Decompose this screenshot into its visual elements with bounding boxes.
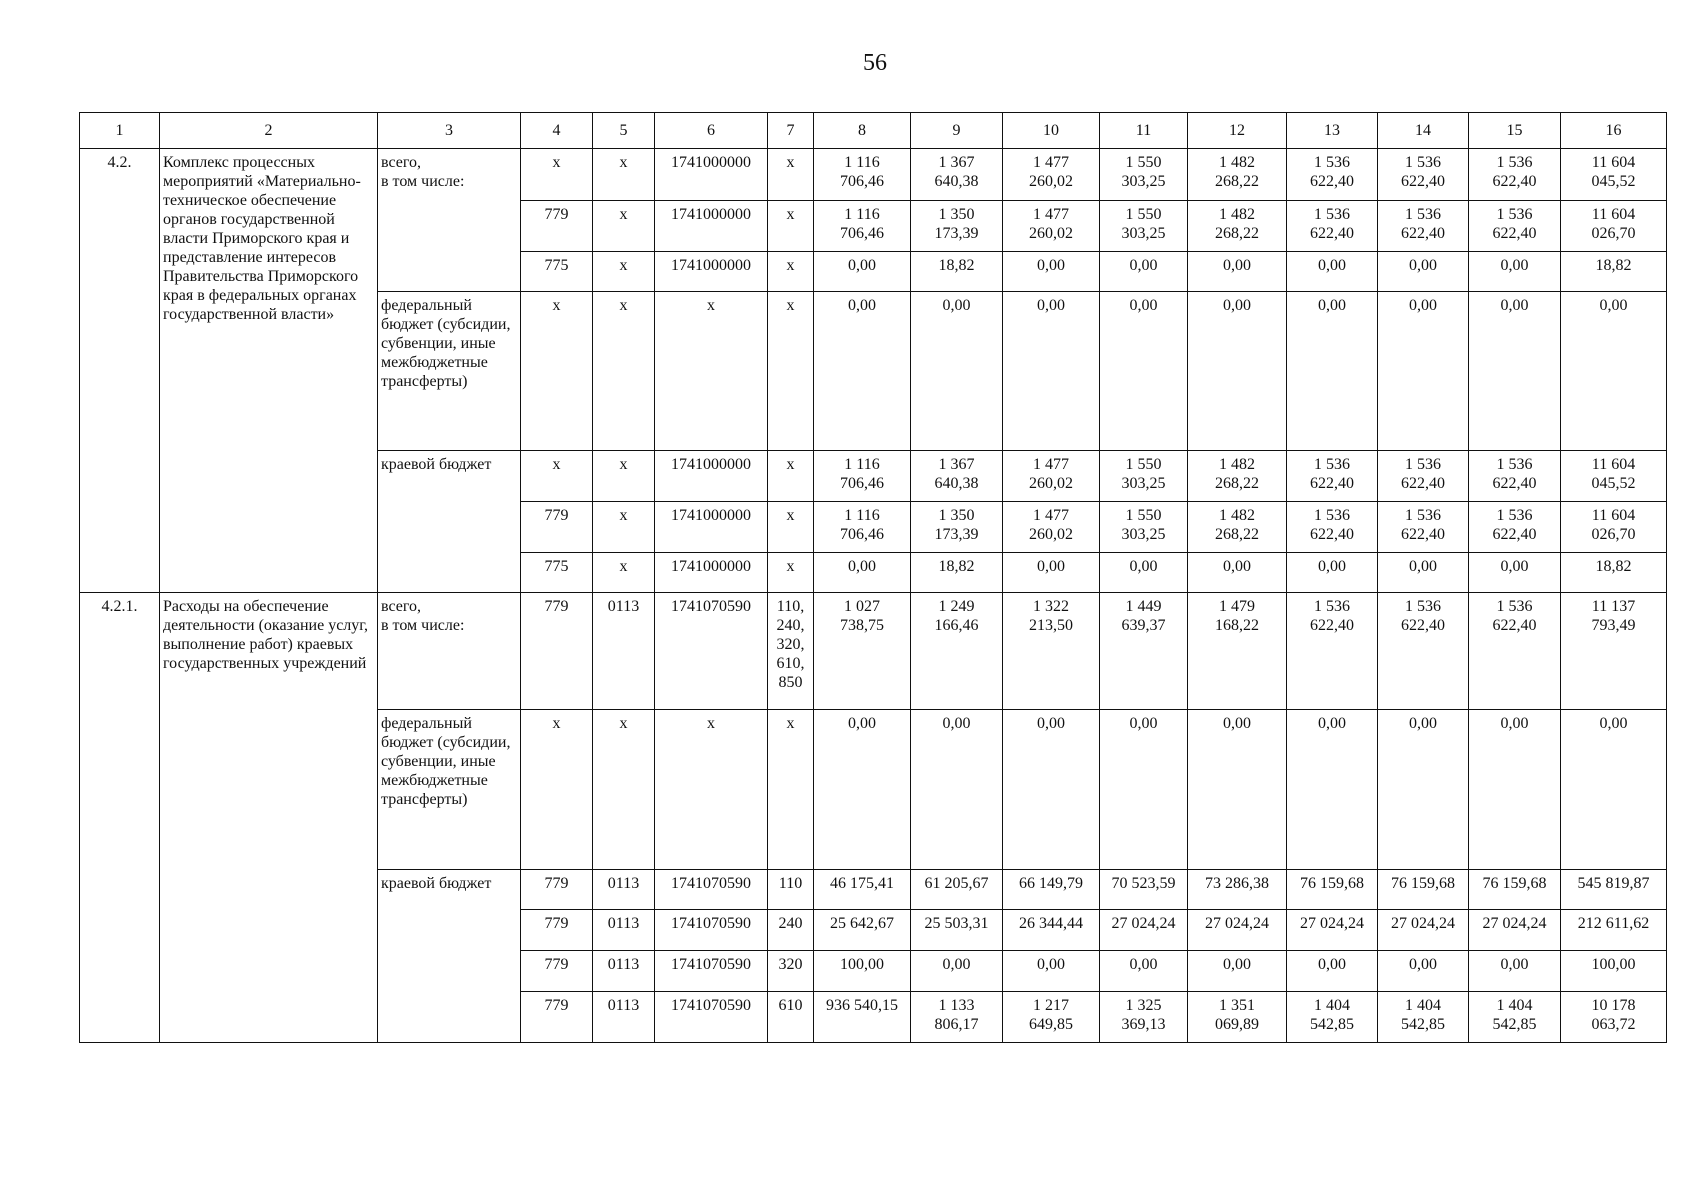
- table-cell: 1 116 706,46: [814, 502, 911, 553]
- table-cell: x: [593, 201, 655, 252]
- table-cell: 1 116 706,46: [814, 451, 911, 502]
- table-cell: 0113: [593, 593, 655, 710]
- table-cell: 1 550 303,25: [1100, 149, 1188, 201]
- column-header: 9: [911, 113, 1003, 149]
- table-cell: 779: [521, 951, 593, 992]
- table-cell: x: [593, 451, 655, 502]
- column-header: 8: [814, 113, 911, 149]
- table-cell: 0113: [593, 992, 655, 1043]
- table-cell: 0,00: [1003, 951, 1100, 992]
- table-cell: 11 604 026,70: [1561, 502, 1667, 553]
- table-cell: 545 819,87: [1561, 870, 1667, 910]
- table-cell: 26 344,44: [1003, 910, 1100, 951]
- table-cell: 100,00: [814, 951, 911, 992]
- table-cell: 1 449 639,37: [1100, 593, 1188, 710]
- table-cell: 11 137 793,49: [1561, 593, 1667, 710]
- table-cell: x: [593, 710, 655, 870]
- funding-source: краевой бюджет: [378, 870, 521, 1043]
- table-cell: 1 404 542,85: [1287, 992, 1378, 1043]
- table-cell: 775: [521, 553, 593, 593]
- table-cell: 0,00: [1378, 710, 1469, 870]
- table-cell: 27 024,24: [1287, 910, 1378, 951]
- table-cell: 1 536 622,40: [1378, 149, 1469, 201]
- table-cell: 1 536 622,40: [1287, 201, 1378, 252]
- table-cell: 775: [521, 252, 593, 292]
- table-cell: x: [593, 149, 655, 201]
- section-name: Комплекс процессных мероприятий «Материально-техническое обеспечение органов государственной власти Приморского края и представление интересов Правительства Приморского края в федеральных органах государственной власти»: [160, 149, 378, 593]
- table-cell: 240: [768, 910, 814, 951]
- table-cell: 0,00: [1100, 252, 1188, 292]
- table-cell: 0,00: [1287, 951, 1378, 992]
- table-cell: 0,00: [1100, 553, 1188, 593]
- table-cell: 1 027 738,75: [814, 593, 911, 710]
- table-cell: x: [768, 252, 814, 292]
- table-cell: 1741070590: [655, 910, 768, 951]
- table-cell: 1 477 260,02: [1003, 201, 1100, 252]
- table-cell: x: [521, 451, 593, 502]
- funding-source: всего, в том числе:: [378, 149, 521, 292]
- table-cell: 1 217 649,85: [1003, 992, 1100, 1043]
- column-header: 2: [160, 113, 378, 149]
- table-cell: x: [593, 252, 655, 292]
- table-cell: 0113: [593, 951, 655, 992]
- table-cell: 0,00: [1188, 710, 1287, 870]
- table-body: [80, 149, 1667, 1043]
- table-cell: x: [521, 710, 593, 870]
- table-cell: 0,00: [1188, 951, 1287, 992]
- table-cell: 0,00: [1100, 710, 1188, 870]
- column-header: 13: [1287, 113, 1378, 149]
- table-cell: 100,00: [1561, 951, 1667, 992]
- header-row: [80, 113, 1667, 149]
- table-cell: 1741000000: [655, 201, 768, 252]
- table-cell: 1741000000: [655, 252, 768, 292]
- table-cell: 0,00: [1469, 553, 1561, 593]
- table-cell: 1 550 303,25: [1100, 502, 1188, 553]
- table-cell: 1 536 622,40: [1469, 201, 1561, 252]
- table-cell: 779: [521, 992, 593, 1043]
- table-cell: 11 604 026,70: [1561, 201, 1667, 252]
- table-cell: 18,82: [1561, 252, 1667, 292]
- table-cell: 1 536 622,40: [1469, 451, 1561, 502]
- table-cell: 18,82: [1561, 553, 1667, 593]
- table-cell: 1 536 622,40: [1378, 451, 1469, 502]
- table-cell: 610: [768, 992, 814, 1043]
- section-code: 4.2.: [80, 149, 160, 593]
- table-cell: x: [655, 710, 768, 870]
- table-cell: 11 604 045,52: [1561, 149, 1667, 201]
- table-cell: x: [768, 149, 814, 201]
- table-cell: x: [593, 502, 655, 553]
- table-cell: 0113: [593, 870, 655, 910]
- table-cell: 1 536 622,40: [1469, 593, 1561, 710]
- table-cell: 0,00: [814, 710, 911, 870]
- table-cell: 0,00: [814, 292, 911, 451]
- table-cell: 0,00: [1100, 951, 1188, 992]
- table-cell: 1 482 268,22: [1188, 502, 1287, 553]
- table-cell: 1 325 369,13: [1100, 992, 1188, 1043]
- table-cell: 0,00: [1378, 951, 1469, 992]
- table-cell: 76 159,68: [1469, 870, 1561, 910]
- table-cell: 1741070590: [655, 951, 768, 992]
- table-cell: 18,82: [911, 252, 1003, 292]
- table-cell: 11 604 045,52: [1561, 451, 1667, 502]
- column-header: 14: [1378, 113, 1469, 149]
- table-cell: x: [768, 201, 814, 252]
- table-cell: 212 611,62: [1561, 910, 1667, 951]
- table-cell: 110: [768, 870, 814, 910]
- table-cell: 1741070590: [655, 992, 768, 1043]
- table-cell: 0,00: [1287, 710, 1378, 870]
- column-header: 11: [1100, 113, 1188, 149]
- table-cell: x: [521, 149, 593, 201]
- table-cell: x: [768, 502, 814, 553]
- table-cell: 0,00: [1378, 292, 1469, 451]
- table-cell: 1 536 622,40: [1287, 451, 1378, 502]
- table-cell: 0,00: [1287, 292, 1378, 451]
- table-cell: 0,00: [911, 292, 1003, 451]
- table-cell: 1 550 303,25: [1100, 201, 1188, 252]
- table-cell: 320: [768, 951, 814, 992]
- table-cell: 1 249 166,46: [911, 593, 1003, 710]
- table-cell: 1 322 213,50: [1003, 593, 1100, 710]
- column-header: 16: [1561, 113, 1667, 149]
- table-cell: 1741000000: [655, 451, 768, 502]
- table-cell: 0,00: [1287, 252, 1378, 292]
- table-cell: x: [768, 710, 814, 870]
- table-cell: 66 149,79: [1003, 870, 1100, 910]
- table-cell: 0,00: [814, 252, 911, 292]
- table-cell: 0,00: [1469, 951, 1561, 992]
- table-cell: 1741070590: [655, 593, 768, 710]
- table-cell: 18,82: [911, 553, 1003, 593]
- table-cell: 0113: [593, 910, 655, 951]
- table-cell: 779: [521, 870, 593, 910]
- column-header: 1: [80, 113, 160, 149]
- table-cell: 25 642,67: [814, 910, 911, 951]
- table-cell: 1 133 806,17: [911, 992, 1003, 1043]
- table-cell: 1741000000: [655, 502, 768, 553]
- table-cell: 1 550 303,25: [1100, 451, 1188, 502]
- table-cell: 27 024,24: [1469, 910, 1561, 951]
- table-cell: 70 523,59: [1100, 870, 1188, 910]
- table-cell: 1741000000: [655, 553, 768, 593]
- table-cell: 61 205,67: [911, 870, 1003, 910]
- column-header: 7: [768, 113, 814, 149]
- table-cell: 1 477 260,02: [1003, 502, 1100, 553]
- table-cell: x: [768, 292, 814, 451]
- table-cell: 1 116 706,46: [814, 149, 911, 201]
- column-header: 5: [593, 113, 655, 149]
- table-cell: 1 479 168,22: [1188, 593, 1287, 710]
- table-cell: 936 540,15: [814, 992, 911, 1043]
- table-cell: 779: [521, 502, 593, 553]
- table-cell: 779: [521, 201, 593, 252]
- column-header: 15: [1469, 113, 1561, 149]
- table-cell: 0,00: [1469, 292, 1561, 451]
- table-cell: 0,00: [1188, 553, 1287, 593]
- table-cell: 779: [521, 593, 593, 710]
- table-cell: 0,00: [1287, 553, 1378, 593]
- table-cell: 1 404 542,85: [1469, 992, 1561, 1043]
- table-cell: 0,00: [911, 710, 1003, 870]
- table-cell: 0,00: [1188, 252, 1287, 292]
- table-cell: 1 536 622,40: [1469, 502, 1561, 553]
- table-cell: x: [768, 451, 814, 502]
- table-cell: 1 482 268,22: [1188, 451, 1287, 502]
- table-cell: 1 404 542,85: [1378, 992, 1469, 1043]
- table-cell: x: [593, 553, 655, 593]
- table-cell: 1 482 268,22: [1188, 149, 1287, 201]
- table-cell: 1 116 706,46: [814, 201, 911, 252]
- table-cell: 1 477 260,02: [1003, 451, 1100, 502]
- table-cell: 25 503,31: [911, 910, 1003, 951]
- column-header: 12: [1188, 113, 1287, 149]
- table-cell: 1 367 640,38: [911, 149, 1003, 201]
- table-cell: 1 536 622,40: [1378, 593, 1469, 710]
- column-header: 6: [655, 113, 768, 149]
- table-cell: 779: [521, 910, 593, 951]
- table-cell: 0,00: [1003, 292, 1100, 451]
- table-cell: 1 350 173,39: [911, 502, 1003, 553]
- table-header: [80, 113, 1667, 149]
- table-cell: 0,00: [1003, 252, 1100, 292]
- table-cell: 0,00: [1188, 292, 1287, 451]
- table-cell: 1 536 622,40: [1378, 502, 1469, 553]
- table-cell: 76 159,68: [1287, 870, 1378, 910]
- table-row: [80, 593, 1667, 710]
- table-cell: 1 536 622,40: [1469, 149, 1561, 201]
- table-cell: 0,00: [1378, 252, 1469, 292]
- section-name: Расходы на обеспечение деятельности (оказание услуг, выполнение работ) краевых государственных учреждений: [160, 593, 378, 1043]
- table-cell: 0,00: [1561, 710, 1667, 870]
- table-cell: 1 367 640,38: [911, 451, 1003, 502]
- table-cell: 46 175,41: [814, 870, 911, 910]
- funding-source: всего, в том числе:: [378, 593, 521, 710]
- column-header: 4: [521, 113, 593, 149]
- budget-table: [79, 112, 1667, 1043]
- table-cell: 0,00: [1561, 292, 1667, 451]
- table-cell: x: [655, 292, 768, 451]
- table-cell: 1 482 268,22: [1188, 201, 1287, 252]
- table-cell: 0,00: [1469, 252, 1561, 292]
- section-code: 4.2.1.: [80, 593, 160, 1043]
- table-cell: 1 536 622,40: [1287, 149, 1378, 201]
- table-cell: x: [593, 292, 655, 451]
- funding-source: краевой бюджет: [378, 451, 521, 593]
- table-cell: 1 477 260,02: [1003, 149, 1100, 201]
- table-cell: x: [768, 553, 814, 593]
- table-cell: 1741000000: [655, 149, 768, 201]
- table-cell: 1741070590: [655, 870, 768, 910]
- table-cell: 0,00: [1003, 710, 1100, 870]
- table-cell: 27 024,24: [1378, 910, 1469, 951]
- table-cell: 27 024,24: [1100, 910, 1188, 951]
- table-cell: 0,00: [1378, 553, 1469, 593]
- table-row: [80, 149, 1667, 201]
- table-cell: x: [521, 292, 593, 451]
- column-header: 3: [378, 113, 521, 149]
- table-cell: 0,00: [1469, 710, 1561, 870]
- page-number: 56: [863, 50, 887, 76]
- table-cell: 1 536 622,40: [1287, 502, 1378, 553]
- funding-source: федеральный бюджет (субсидии, субвенции, иные межбюджетные трансферты): [378, 292, 521, 451]
- table-cell: 0,00: [814, 553, 911, 593]
- table-cell: 73 286,38: [1188, 870, 1287, 910]
- table-cell: 110, 240, 320, 610, 850: [768, 593, 814, 710]
- table-cell: 76 159,68: [1378, 870, 1469, 910]
- table-cell: 1 536 622,40: [1378, 201, 1469, 252]
- table-cell: 10 178 063,72: [1561, 992, 1667, 1043]
- table-cell: 1 350 173,39: [911, 201, 1003, 252]
- funding-source: федеральный бюджет (субсидии, субвенции, иные межбюджетные трансферты): [378, 710, 521, 870]
- table-cell: 1 351 069,89: [1188, 992, 1287, 1043]
- table-cell: 0,00: [1100, 292, 1188, 451]
- table-cell: 27 024,24: [1188, 910, 1287, 951]
- table-cell: 0,00: [1003, 553, 1100, 593]
- column-header: 10: [1003, 113, 1100, 149]
- table-cell: 1 536 622,40: [1287, 593, 1378, 710]
- table-cell: 0,00: [911, 951, 1003, 992]
